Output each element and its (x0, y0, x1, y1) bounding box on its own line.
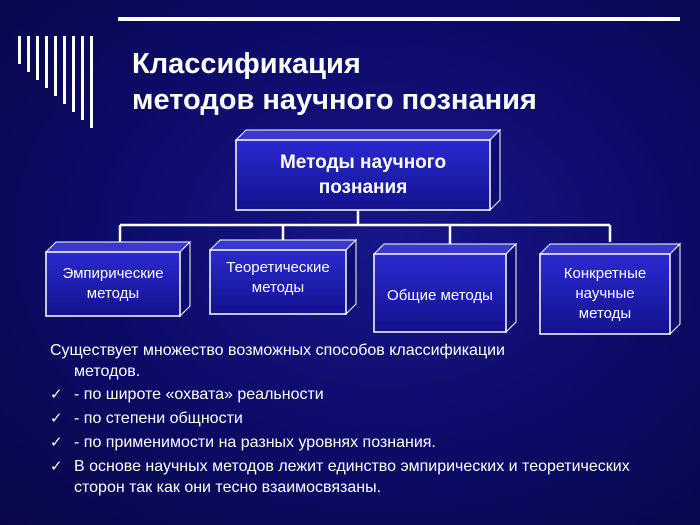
checkmark-icon: ✓ (50, 434, 63, 451)
list-item (50, 384, 670, 405)
root-box-label (236, 140, 490, 210)
intro-line-1: Существует множество возможных способов классификации (50, 342, 505, 359)
bullet-text: - по широте «охвата» реальности (74, 386, 324, 403)
child-label-theoretical (210, 250, 346, 306)
root-label-line-2: познания (318, 177, 408, 198)
child-label-line: методы (86, 285, 140, 302)
list-item (50, 456, 670, 498)
list-item (50, 408, 670, 429)
title-line-1: Классификация (132, 48, 361, 80)
classification-text (50, 340, 670, 501)
root-label-line-1: Методы научного (279, 152, 447, 173)
checkmark-icon: ✓ (50, 410, 63, 427)
child-label-line: научные (575, 285, 635, 302)
child-label-general (374, 254, 506, 338)
bullet-list (50, 384, 670, 498)
child-label-line: Общие методы (387, 287, 493, 304)
checkmark-icon: ✓ (50, 458, 63, 475)
list-item (50, 432, 670, 453)
bullet-text: В основе научных методов лежит единство эмпирических и теоретических сторон так как они тесно взаимосвязаны. (74, 458, 630, 496)
child-label-line: Конкретные (563, 265, 647, 282)
bullet-text: - по применимости на разных уровнях познания. (74, 434, 436, 451)
connector-lines (120, 210, 610, 244)
child-label-specific (540, 254, 670, 334)
checkmark-icon: ✓ (50, 386, 63, 403)
child-label-line: методы (251, 279, 305, 296)
child-label-line: Теоретические (226, 259, 330, 276)
title-line-2: методов научного познания (132, 84, 537, 116)
child-label-line: методы (578, 305, 632, 322)
child-label-empirical (46, 252, 180, 316)
intro-line-2: методов. (74, 363, 141, 380)
child-label-line: Эмпирические (62, 265, 164, 282)
bullet-text: - по степени общности (74, 410, 243, 427)
